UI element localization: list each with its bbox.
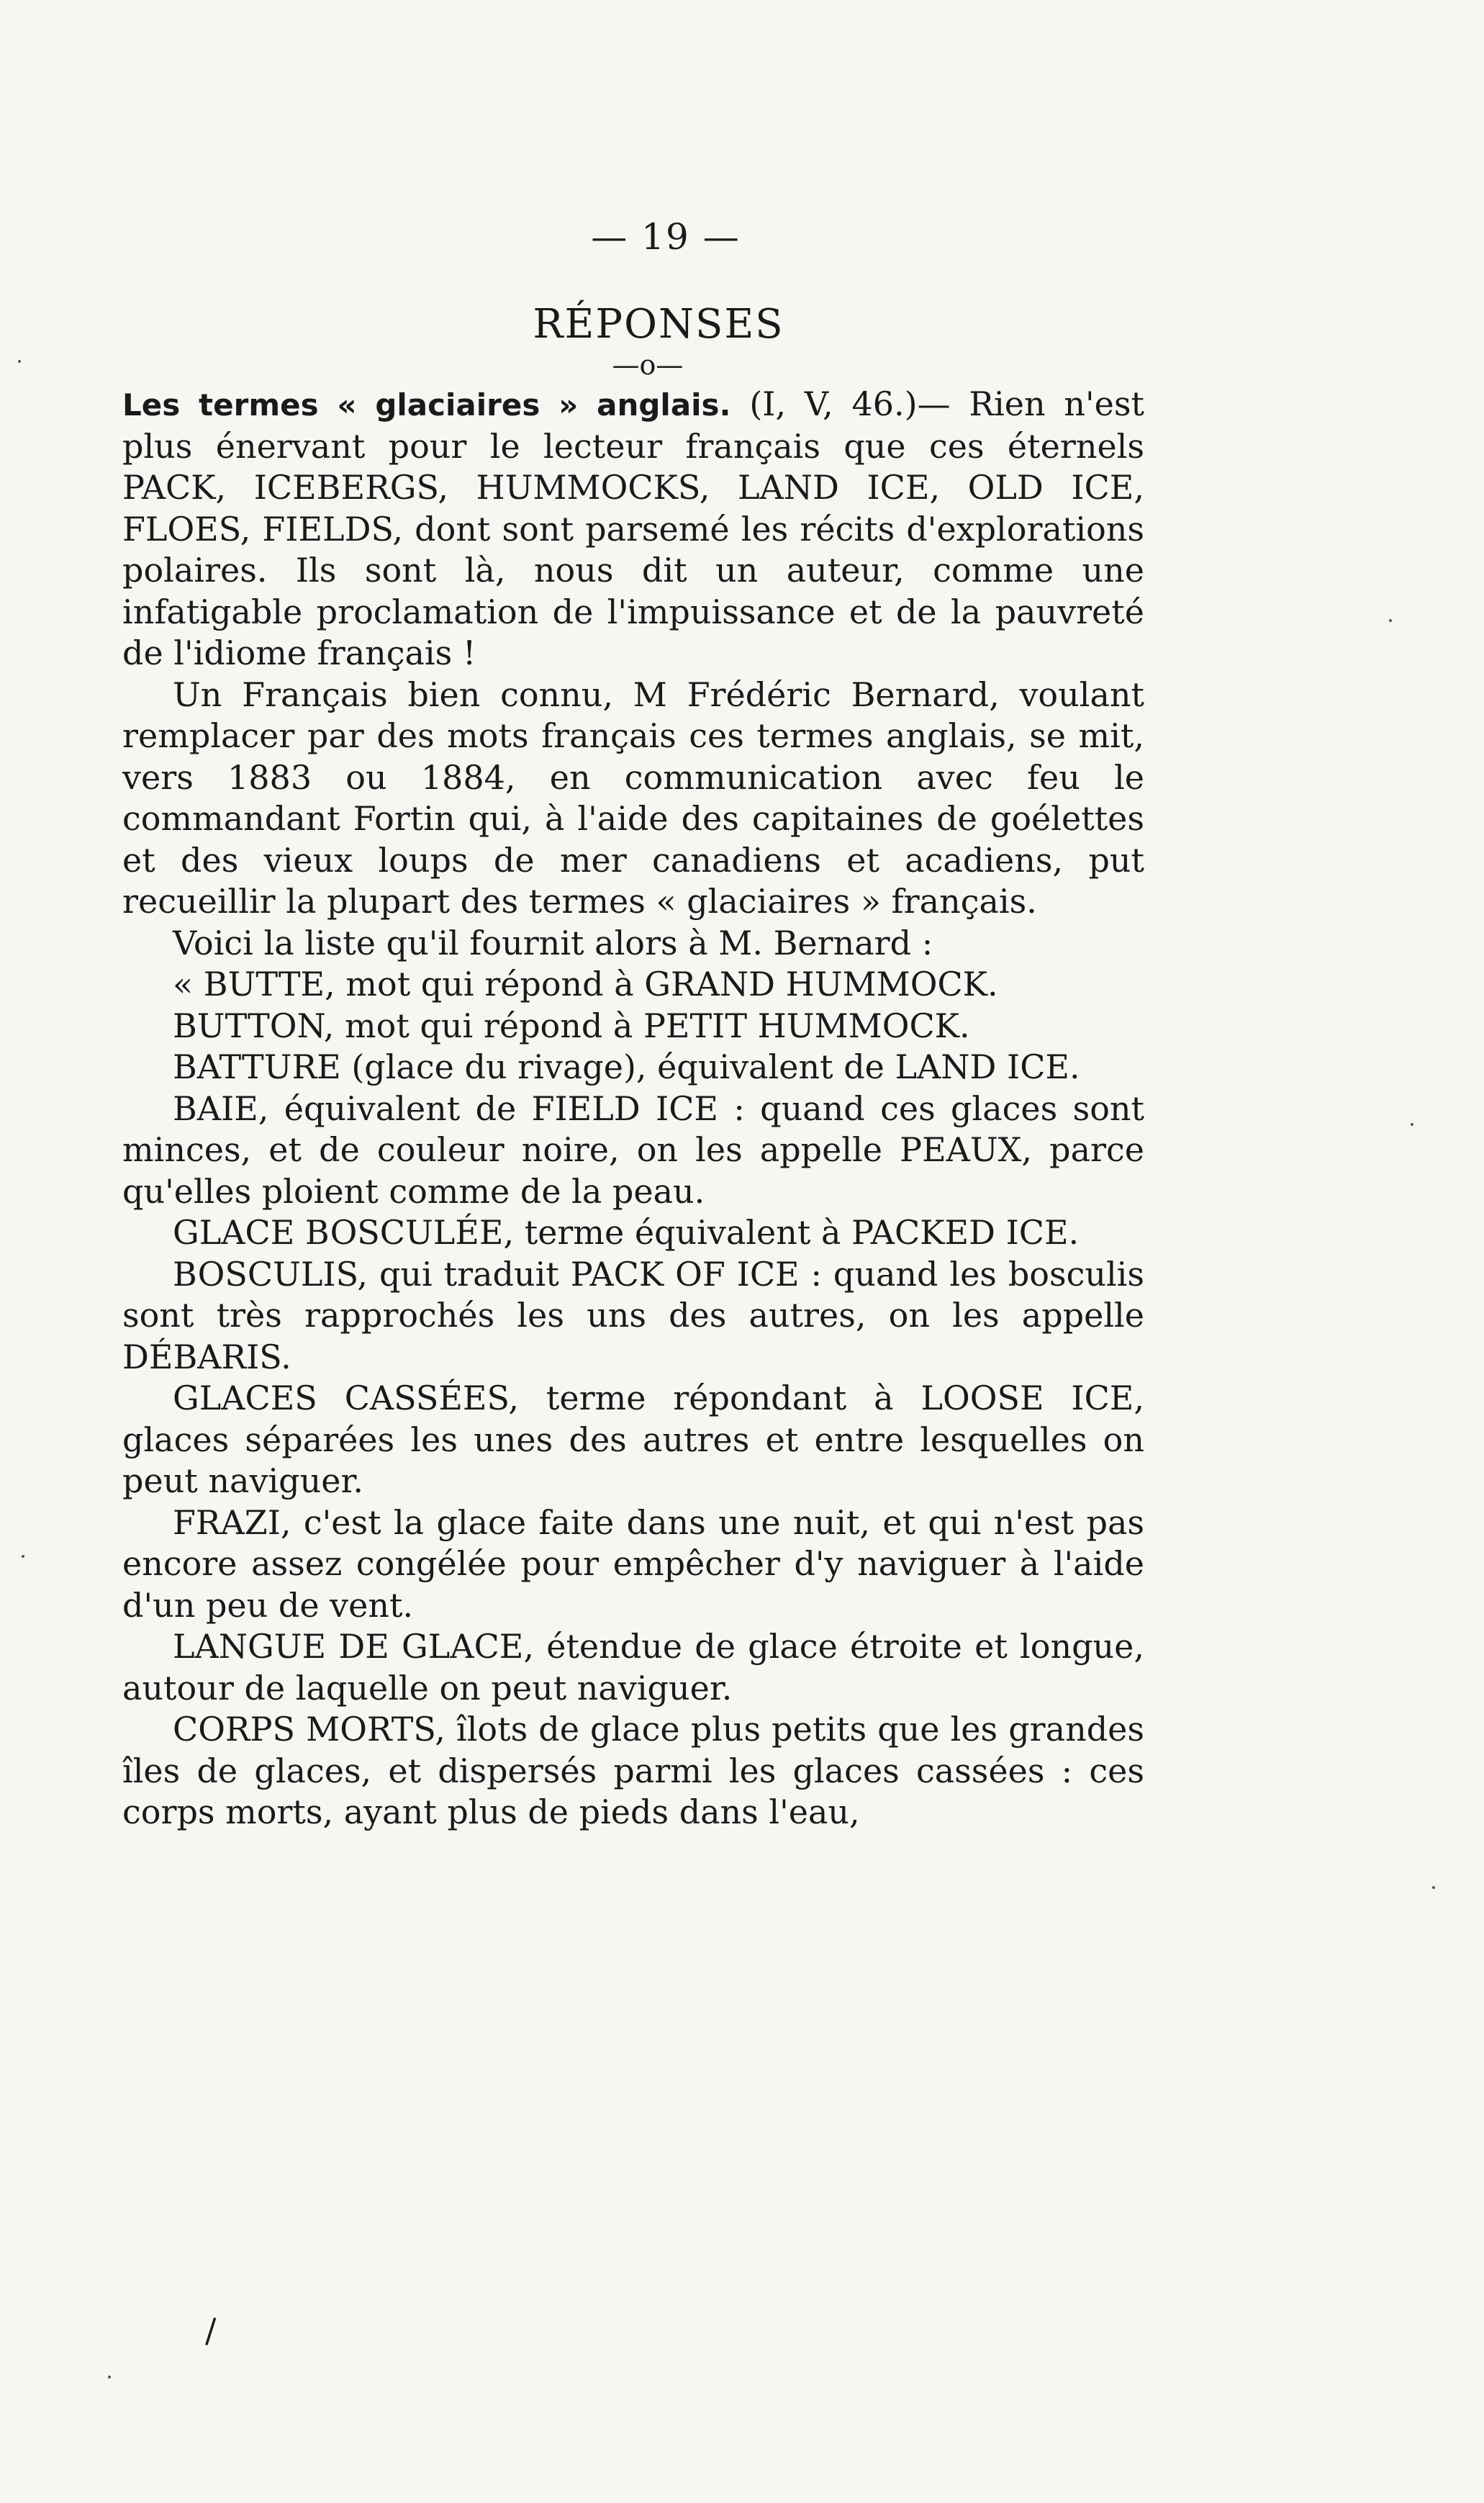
entry-paragraph-1 (122, 384, 1144, 675)
scan-speck (1389, 619, 1392, 622)
page-number: — 19 — (591, 216, 741, 258)
paragraph-text: Rien n'est plus énervant pour le lecteur français que ces éternels PACK, ICEBERGS, HUMMOCKS, LAND ICE, OLD ICE, FLOES, FIELDS, dont sont parsemé les récits d'explorations polaires. Ils sont là, nous dit un auteur, comme une infatigable proclamation de l'impuissance et de la pauvreté de l'idiome français ! (122, 384, 1144, 672)
article-body (122, 384, 1144, 1834)
bottom-mark: / (205, 2311, 217, 2350)
term-glaces-cassees: GLACES CASSÉES, terme répondant à LOOSE ICE, glaces séparées les unes des autres et entre lesquelles on peut naviguer. (122, 1379, 1144, 1500)
section-title: RÉPONSES (533, 301, 784, 348)
scan-speck (18, 360, 21, 363)
term-butte: « BUTTE, mot qui répond à GRAND HUMMOCK. (173, 965, 998, 1004)
entry-reference: (I, V, 46.)— (749, 384, 951, 423)
term-baie: BAIE, équivalent de FIELD ICE : quand ces glaces sont minces, et de couleur noire, on les appelle PEAUX, parce qu'elles ploient comme de la peau. (122, 1088, 1144, 1211)
title-separator: —o— (612, 349, 684, 381)
scan-speck (22, 1555, 24, 1558)
term-bosculis: BOSCULIS, qui traduit PACK OF ICE : quand les bosculis sont très rapprochés les uns des autres, on les appelle DÉBARIS. (122, 1254, 1144, 1376)
term-frazi: FRAZI, c'est la glace faite dans une nuit, et qui n'est pas encore assez congélée pour empêcher d'y naviguer à l'aide d'un peu de vent. (122, 1502, 1144, 1625)
term-button: BUTTON, mot qui répond à PETIT HUMMOCK. (173, 1006, 970, 1045)
scan-speck (1432, 1886, 1435, 1889)
term-corps-morts: CORPS MORTS, îlots de glace plus petits que les grandes îles de glaces, et dispersés parmi les glaces cassées : ces corps morts, ayant plus de pieds dans l'eau, (122, 1710, 1144, 1831)
scan-speck (108, 2376, 111, 2378)
term-langue-de-glace: LANGUE DE GLACE, étendue de glace étroite et longue, autour de laquelle on peut naviguer. (122, 1627, 1144, 1708)
term-batture: BATTURE (glace du rivage), équivalent de LAND ICE. (173, 1047, 1080, 1086)
entry-heading: Les termes « glaciaires » anglais. (122, 387, 731, 423)
entry-paragraph-3: Voici la liste qu'il fournit alors à M. Bernard : (173, 923, 933, 962)
page-content (122, 216, 1144, 1834)
entry-paragraph-2: Un Français bien connu, M Frédéric Bernard, voulant remplacer par des mots français ces termes anglais, se mit, vers 1883 ou 1884, en communication avec feu le commandant Fortin qui, à l'aide des capitaines de goélettes et des vieux loups de mer canadiens et acadiens, put recueillir la plupart des termes « glaciaires » français. (122, 675, 1144, 921)
term-glace-bosculee: GLACE BOSCULÉE, terme équivalent à PACKED ICE. (173, 1213, 1080, 1252)
scan-speck (1411, 1123, 1413, 1126)
